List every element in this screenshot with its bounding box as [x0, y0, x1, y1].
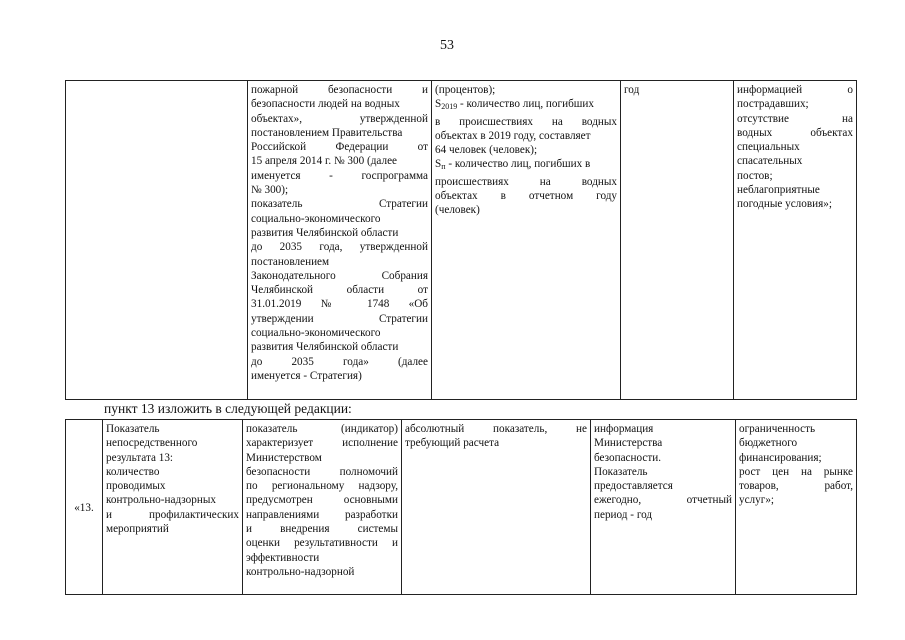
text-line: пострадавших;: [737, 98, 809, 111]
text-line: водных объектах: [737, 126, 853, 139]
text-line: непосредственного: [106, 437, 198, 450]
text-line: направлениями разработки: [246, 508, 398, 521]
text-line: Министерством: [246, 451, 322, 464]
text-line: происшествиях на водных: [435, 175, 617, 188]
text-line: и профилактических: [106, 508, 239, 521]
text-line: информацией о: [737, 84, 853, 96]
text-line: 15 апреля 2014 г. № 300 (далее: [251, 155, 398, 168]
text-line: показатель (индикатор): [246, 423, 398, 435]
text-line: Законодательного Собрания: [251, 269, 428, 282]
text-line: контрольно-надзорных: [106, 494, 216, 507]
text-line: Показатель: [594, 465, 648, 478]
text-line: Показатель: [106, 423, 160, 435]
text-line: (процентов);: [435, 84, 496, 96]
text-line: проводимых: [106, 480, 166, 493]
text-line: постановлением: [251, 255, 330, 268]
text-line: товаров, работ,: [739, 480, 853, 493]
text-line: предоставляется: [594, 480, 673, 493]
text-line: объектах в 2019 году, составляет: [435, 129, 591, 142]
text-line: 64 человек (человек);: [435, 144, 538, 157]
text-line: до 2035 года, утвержденной: [251, 241, 428, 254]
indicator-table-item-13: [65, 419, 857, 595]
text-line: погодные условия»;: [737, 198, 832, 211]
text-line: безопасности полномочий: [246, 465, 398, 478]
text-line: контрольно-надзорной: [246, 565, 355, 578]
subscript: п: [441, 162, 446, 172]
text-line: предусмотрен основными: [246, 494, 398, 507]
row-number: «13.: [66, 420, 103, 595]
text-line: услуг»;: [739, 494, 775, 507]
text-line: постановлением Правительства: [251, 126, 403, 139]
symbol: S: [435, 158, 442, 171]
text-line: объектах в отчетном году: [435, 190, 617, 203]
text-line: именуется - госпрограмма: [251, 169, 428, 182]
indicator-name-cell: [103, 420, 243, 595]
text-line: и внедрения системы: [246, 523, 398, 536]
text-line: до 2035 года» (далее: [251, 355, 428, 368]
text-line: период - год: [594, 508, 653, 521]
text-line: Министерства: [594, 437, 663, 450]
calculation-method-cell: [402, 420, 591, 595]
text-line: отсутствие на: [737, 112, 853, 125]
text-line: развития Челябинской области: [251, 341, 399, 354]
text-line: по региональному надзору,: [246, 480, 398, 493]
text-line: требующий расчета: [405, 437, 500, 450]
text-line: социально-экономического: [251, 327, 381, 340]
text-line: утверждении Стратегии: [251, 312, 428, 325]
text-line: развития Челябинской области: [251, 226, 399, 239]
page-number: 53: [440, 38, 454, 53]
text-line: спасательных: [737, 155, 803, 168]
text-line: специальных: [737, 141, 800, 154]
text-line: показатель Стратегии: [251, 198, 428, 211]
text-line: ежегодно, отчетный: [594, 494, 732, 507]
text-line: безопасности людей на водных: [251, 98, 400, 111]
text-line: Российской Федерации от: [251, 141, 428, 154]
text-line: эффективности: [246, 551, 320, 564]
text-line: объектах», утвержденной: [251, 112, 428, 125]
text-line: рост цен на рынке: [739, 465, 853, 478]
amendment-caption: пункт 13 изложить в следующей редакции:: [104, 401, 352, 416]
text: - количество лиц, погибших: [457, 98, 594, 111]
text-line: безопасности.: [594, 451, 662, 464]
indicator-description-cell: [243, 420, 402, 595]
legal-basis-cell: [248, 81, 432, 400]
text-line: (человек): [435, 204, 480, 217]
text-line: количество: [106, 465, 160, 478]
text-line: [435, 97, 617, 114]
text-line: в происшествиях на водных: [435, 115, 617, 128]
risk-factors-cell: [736, 420, 857, 595]
text-line: абсолютный показатель, не: [405, 423, 587, 435]
text-line: именуется - Стратегия): [251, 369, 362, 382]
text-line: бюджетного: [739, 437, 798, 450]
text-line: характеризует исполнение: [246, 437, 398, 450]
notes-cell: [734, 81, 857, 400]
text-line: постов;: [737, 169, 773, 182]
text-line: социально-экономического: [251, 212, 381, 225]
text-line: Челябинской области от: [251, 284, 428, 297]
text-line: результата 13:: [106, 451, 174, 464]
text-line: 31.01.2019 № 1748 «Об: [251, 298, 428, 311]
text: - количество лиц, погибших в: [445, 158, 591, 171]
text-line: ограниченность: [739, 423, 816, 435]
text-line: неблагоприятные: [737, 184, 820, 197]
period-cell: год: [621, 81, 734, 400]
text-line: № 300);: [251, 184, 289, 197]
data-source-cell: [591, 420, 736, 595]
indicator-table-continued: [65, 80, 857, 400]
text-line: пожарной безопасности и: [251, 84, 428, 96]
text-line: оценки результативности и: [246, 537, 398, 550]
empty-cell: [66, 81, 248, 400]
text-line: финансирования;: [739, 451, 822, 464]
symbol: S: [435, 98, 442, 111]
text-line: информация: [594, 423, 654, 435]
text-line: [435, 157, 617, 174]
text-line: мероприятий: [106, 523, 169, 536]
subscript: 2019: [441, 102, 458, 112]
formula-description-cell: [432, 81, 621, 400]
